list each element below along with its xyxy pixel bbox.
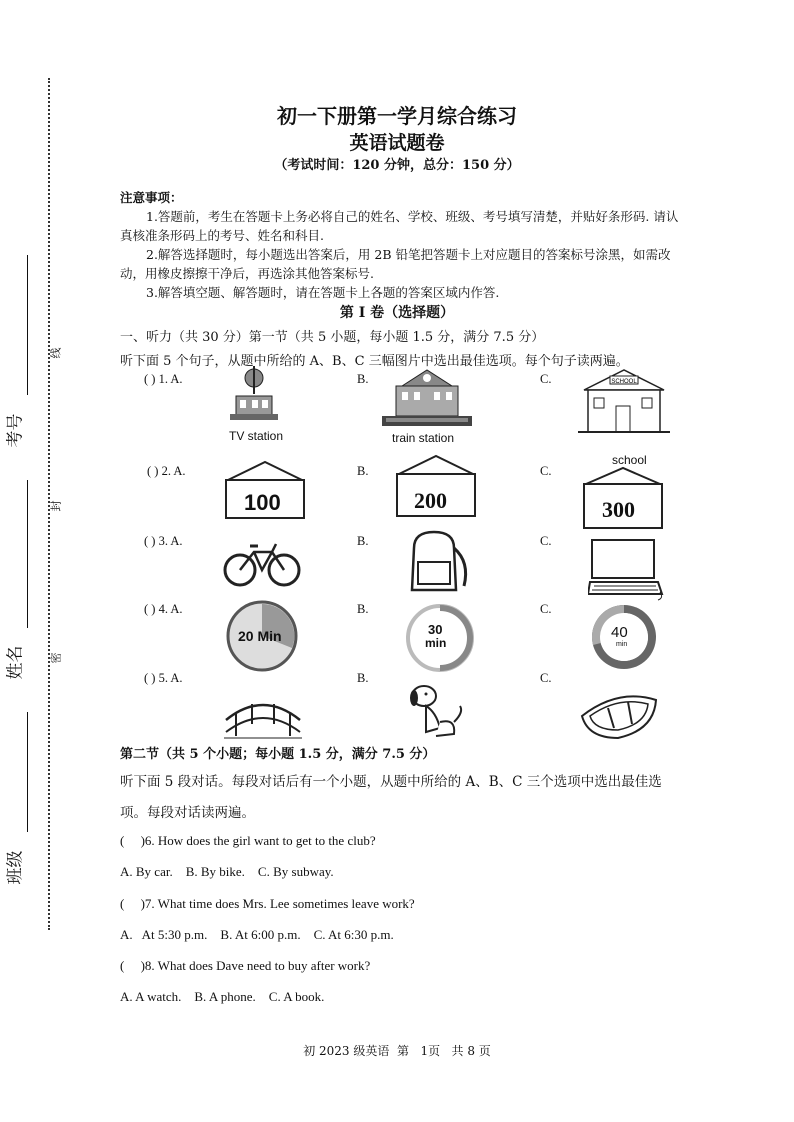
q1-option-b: B. <box>357 372 369 386</box>
class-line <box>27 712 28 832</box>
train-station-caption: train station <box>392 431 455 445</box>
section2-instruction-1: 听下面 5 段对话。每段对话后有一个小题，从题中所给的 A、B、C 三个选项中选出最佳选 <box>120 774 662 790</box>
svg-text:SCHOOL: SCHOOL <box>611 379 637 385</box>
tv-station-caption: TV station <box>229 429 284 443</box>
name-label: 姓名 <box>5 645 26 680</box>
dog-image <box>406 682 466 740</box>
section2-instruction-2: 项。每段对话读两遍。 <box>120 805 255 821</box>
note-item-3: 3.解答填空题、解答题时，请在答题卡上各题的答案区域内作答. <box>146 285 500 300</box>
seal-secret-char: 密 <box>49 652 63 664</box>
q2-option-c: C. <box>540 464 552 478</box>
question-7-options: A. At 5:30 p.m. B. At 6:00 p.m. C. At 6:30 p.m. <box>120 927 394 942</box>
exam-no-line <box>27 255 28 395</box>
page-subtitle: 英语试题卷 <box>349 132 445 154</box>
q3-number: ( ) 3. A. <box>144 534 183 548</box>
timer-30-unit: min <box>425 636 447 650</box>
part1-title: 第 I 卷（选择题） <box>339 305 455 321</box>
timer-40-number: 40 <box>611 624 628 641</box>
q3-option-c: C. <box>540 534 552 548</box>
listening-instruction: 听下面 5 个句子，从题中所给的 A、B、C 三幅图片中选出最佳选项。每个句子读两遍。 <box>120 354 629 369</box>
page-title: 初一下册第一学月综合练习 <box>277 104 517 128</box>
backpack-image <box>404 528 472 596</box>
tv-station-image <box>228 364 280 424</box>
q5-option-b: B. <box>357 671 369 685</box>
q5-option-c: C. <box>540 671 552 685</box>
computer-keyboard-image <box>588 538 666 602</box>
note-item-2: 2.解答选择题时，每小题选出答案后，用 2B 铅笔把答题卡上对应题目的答案标号涂黑，如需改动，用橡皮擦擦干净后，再选涂其他答案标号. <box>120 247 671 281</box>
name-line <box>27 480 28 628</box>
sign-200-number: 200 <box>414 488 447 513</box>
q4-option-b: B. <box>357 602 369 616</box>
sign-100-number: 100 <box>244 490 281 515</box>
q4-number: ( ) 4. A. <box>144 602 183 616</box>
timer-20-label: 20 Min <box>238 628 282 644</box>
question-6-options: A. By car. B. By bike. C. By subway. <box>120 864 334 879</box>
sign-300-number: 300 <box>602 497 635 522</box>
exam-time-info: （考试时间：120 分钟，总分：150 分） <box>274 158 520 173</box>
seal-line-char: 线 <box>49 347 63 359</box>
q1-option-c: C. <box>540 372 552 386</box>
q5-number: ( ) 5. A. <box>144 671 183 685</box>
bridge-image <box>222 680 304 740</box>
class-label: 班级 <box>5 850 26 885</box>
note-item-1: 1.答题前，考生在答题卡上务必将自己的姓名、学校、班级、考号填写清楚，并贴好条形码. 请认真核准条形码上的考号、姓名和科目. <box>120 209 679 243</box>
notes-heading: 注意事项： <box>120 190 183 205</box>
exam-no-label: 考号 <box>5 413 26 448</box>
question-7: ( )7. What time does Mrs. Lee sometimes leave work? <box>120 896 415 911</box>
question-8: ( )8. What does Dave need to buy after work? <box>120 958 371 973</box>
timer-30-number: 30 <box>428 622 443 637</box>
school-building-image <box>578 366 670 436</box>
q2-option-b: B. <box>357 464 369 478</box>
page-footer: 初 2023 级英语 第 1页 共 8 页 <box>303 1044 491 1058</box>
q4-option-c: C. <box>540 602 552 616</box>
seal-seal-char: 封 <box>49 500 63 512</box>
question-8-options: A. A watch. B. A phone. C. A book. <box>120 989 325 1004</box>
question-6: ( )6. How does the girl want to get to the club? <box>120 833 376 848</box>
boat-image <box>578 690 660 742</box>
timer-40-unit: min <box>616 641 628 648</box>
sign-300-top-text: school <box>612 453 647 467</box>
listening-heading: 一、听力（共 30 分）第一节（共 5 小题，每小题 1.5 分，满分 7.5 分） <box>120 330 545 345</box>
section2-heading: 第二节（共 5 个小题；每小题 1.5 分，满分 7.5 分） <box>120 747 436 762</box>
q2-number: ( ) 2. A. <box>147 464 186 478</box>
q1-number: ( ) 1. A. <box>144 372 183 386</box>
bicycle-image <box>222 538 302 590</box>
q3-option-b: B. <box>357 534 369 548</box>
train-station-image <box>382 366 472 430</box>
